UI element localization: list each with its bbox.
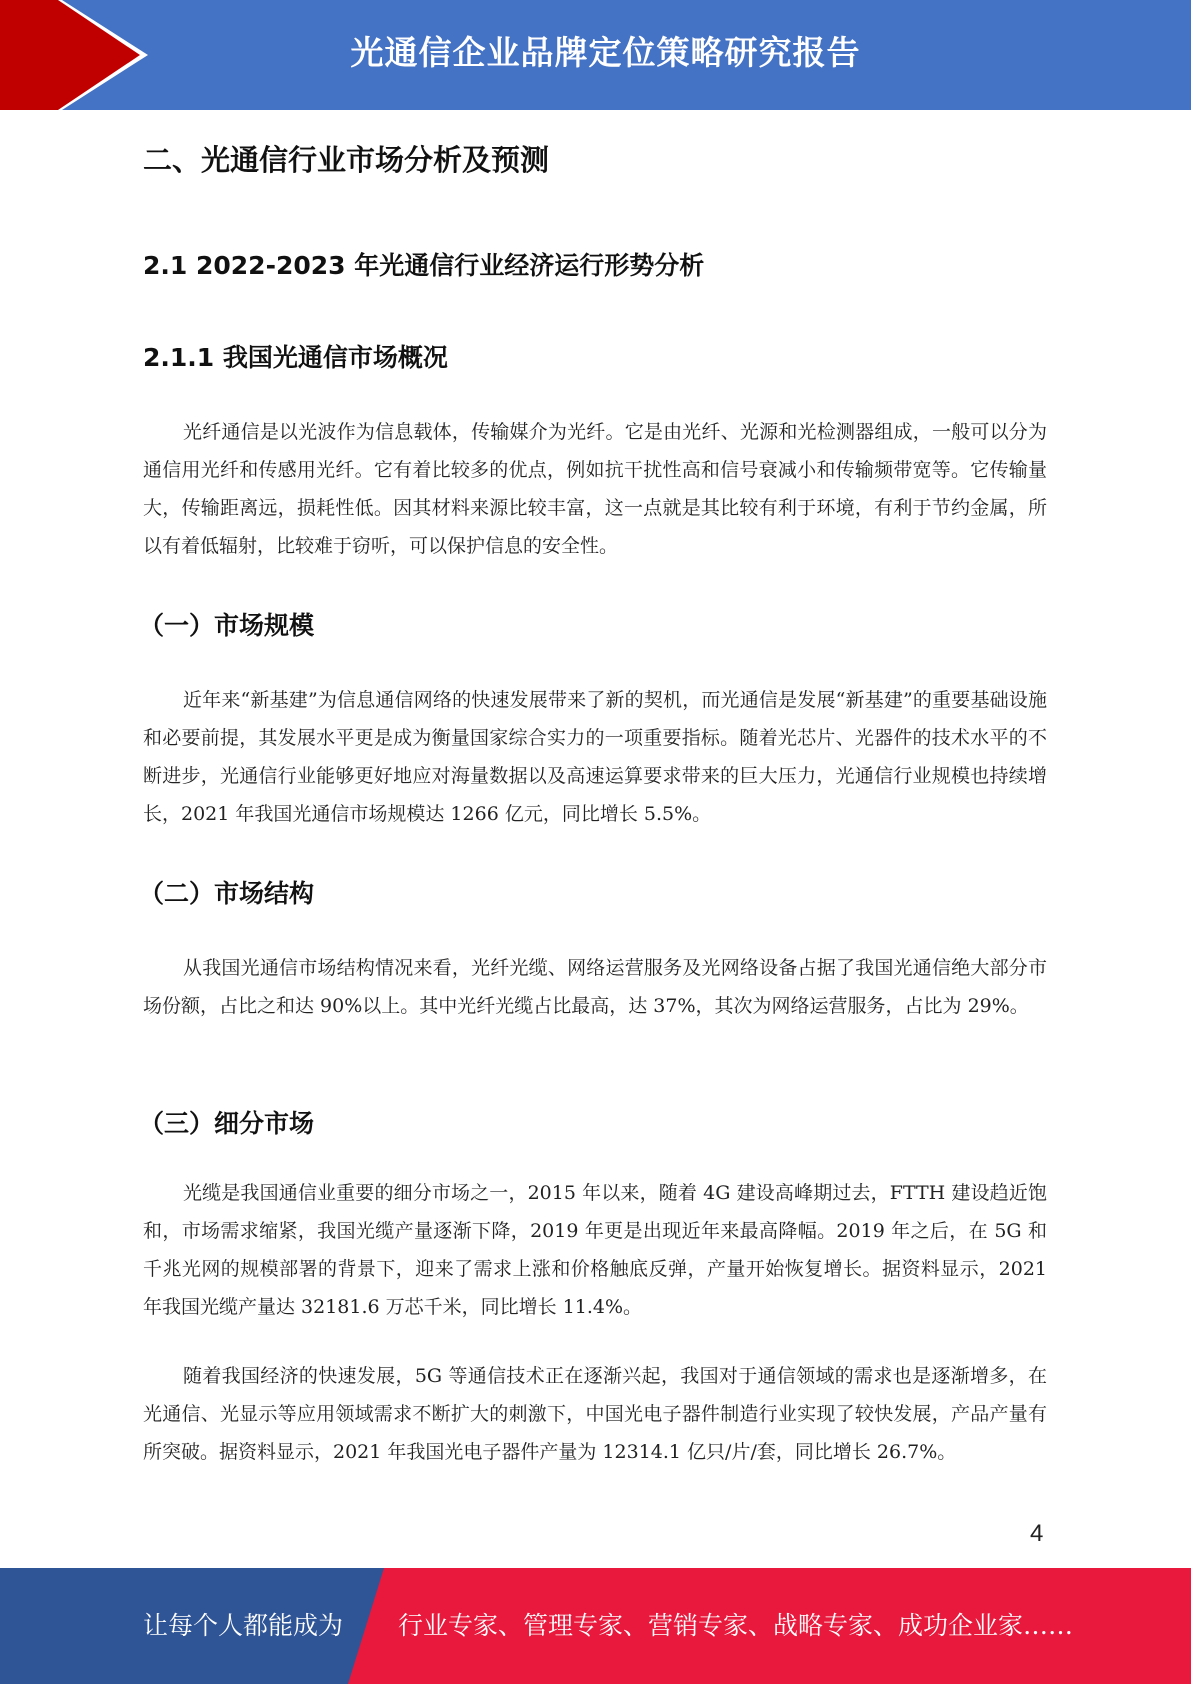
- segment-paragraph-optoelectronic: 随着我国经济的快速发展，5G 等通信技术正在逐渐兴起，我国对于通信领域的需求也是逐渐增多，在光通信、光显示等应用领域需求不断扩大的刺激下，中国光电子器件制造行业实现了较快发展，产品产量有所突破。据资料显示，2021 年我国光电子器件产量为 12314.1 亿只/片/套，同比增长 26.7%。: [143, 1365, 1047, 1463]
- intro-paragraph: 光纤通信是以光波作为信息载体，传输媒介为光纤。它是由光纤、光源和光检测器组成，一般可以分为通信用光纤和传感用光纤。它有着比较多的优点，例如抗干扰性高和信号衰减小和传输频带宽等。它传输量大，传输距离远，损耗性低。因其材料来源比较丰富，这一点就是其比较有利于环境，有利于节约金属，所以有着低辐射，比较难于窃听，可以保护信息的安全性。: [143, 421, 1047, 557]
- subsection-heading: 2.1.1 我国光通信市场概况: [143, 343, 448, 372]
- chapter-heading: 二、光通信行业市场分析及预测: [143, 143, 550, 177]
- footer-slogan-left: 让每个人都能成为: [143, 1611, 344, 1640]
- report-title: 光通信企业品牌定位策略研究报告: [350, 33, 861, 72]
- footer-slogan-right: 行业专家、管理专家、营销专家、战略专家、成功企业家……: [398, 1611, 1074, 1640]
- header-bar: [0, 0, 1191, 110]
- footer-bar: [0, 1568, 1191, 1684]
- page-number: 4: [1030, 1520, 1044, 1547]
- segment-market-heading: （三）细分市场: [139, 1109, 315, 1138]
- market-structure-heading: （二）市场结构: [139, 879, 315, 908]
- market-scale-paragraph: 近年来“新基建”为信息通信网络的快速发展带来了新的契机，而光通信是发展“新基建”的重要基础设施和必要前提，其发展水平更是成为衡量国家综合实力的一项重要指标。随着光芯片、光器件的技术水平的不断进步，光通信行业能够更好地应对海量数据以及高速运算要求带来的巨大压力，光通信行业规模也持续增长，2021 年我国光通信市场规模达 1266 亿元，同比增长 5.5%。: [143, 689, 1047, 825]
- market-structure-paragraph: 从我国光通信市场结构情况来看，光纤光缆、网络运营服务及光网络设备占据了我国光通信绝大部分市场份额，占比之和达 90%以上。其中光纤光缆占比最高，达 37%，其次为网络运营服务，占比为 29%。: [143, 957, 1047, 1017]
- market-scale-heading: （一）市场规模: [139, 611, 315, 640]
- segment-paragraph-cable: 光缆是我国通信业重要的细分市场之一，2015 年以来，随着 4G 建设高峰期过去，FTTH 建设趋近饱和，市场需求缩紧，我国光缆产量逐渐下降，2019 年更是出现近年来最高降幅。2019 年之后，在 5G 和千兆光网的规模部署的背景下，迎来了需求上涨和价格触底反弹，产量开始恢复增长。据资料显示，2021 年我国光缆产量达 32181.6 万芯千米，同比增长 11.4%。: [143, 1182, 1047, 1318]
- section-heading: 2.1 2022-2023 年光通信行业经济运行形势分析: [143, 251, 705, 280]
